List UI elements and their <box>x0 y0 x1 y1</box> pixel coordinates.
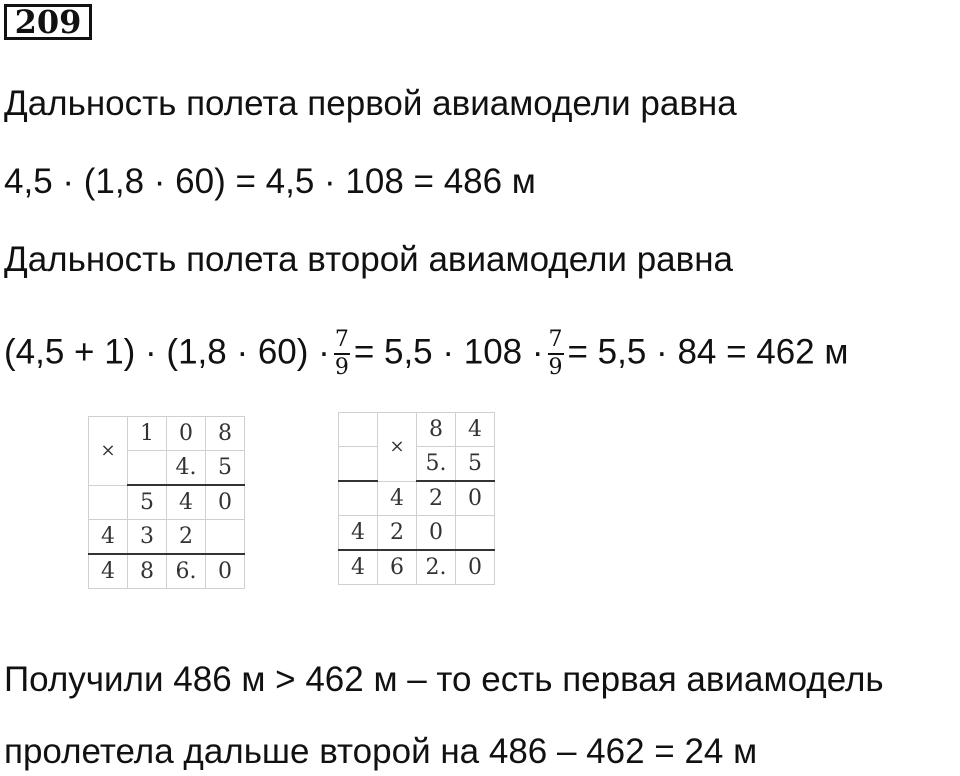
digit-cell: 5 <box>206 451 245 486</box>
digit-cell <box>339 481 378 516</box>
digit-cell: 4 <box>339 550 378 585</box>
fraction-numerator: 7 <box>334 327 349 352</box>
digit-cell: 4 <box>339 516 378 551</box>
formula-line-1: 4,5 · (1,8 · 60) = 4,5 · 108 = 486 м <box>4 162 536 201</box>
formula-part-a: (4,5 + 1) · (1,8 · 60) · <box>4 332 330 372</box>
formula-part-c: = 5,5 · 84 = 462 м <box>567 332 849 372</box>
digit-cell: 0 <box>167 417 206 451</box>
digit-cell: 5 <box>128 485 167 520</box>
digit-cell: 4. <box>167 451 206 486</box>
digit-cell: 2 <box>417 481 456 516</box>
digit-cell: 5. <box>417 447 456 482</box>
fraction-denominator: 9 <box>334 355 349 380</box>
multiply-sign: × <box>89 417 128 486</box>
digit-cell <box>128 451 167 486</box>
digit-cell: 4 <box>167 485 206 520</box>
multiply-sign: × <box>378 413 417 482</box>
digit-cell: 6 <box>378 550 417 585</box>
fraction-denominator: 9 <box>548 355 563 380</box>
digit-cell: 0 <box>456 481 495 516</box>
fraction-numerator: 7 <box>548 327 563 352</box>
digit-cell: 8 <box>417 413 456 447</box>
digit-cell: 0 <box>456 550 495 585</box>
digit-cell: 4 <box>89 520 128 555</box>
digit-cell <box>339 447 378 482</box>
digit-cell: 4 <box>456 413 495 447</box>
digit-cell: 0 <box>206 554 245 589</box>
digit-cell: 3 <box>128 520 167 555</box>
digit-cell: 2 <box>378 516 417 551</box>
digit-cell <box>206 520 245 555</box>
digit-cell: 5 <box>456 447 495 482</box>
digit-cell <box>339 413 378 447</box>
digit-cell: 2. <box>417 550 456 585</box>
conclusion-line-1: Получили 486 м > 462 м – то есть первая авиамодель <box>4 660 884 699</box>
digit-cell: 4 <box>378 481 417 516</box>
multiplication-84x5.5 <box>338 412 495 585</box>
formula-line-2 <box>4 328 848 380</box>
digit-cell: 0 <box>206 485 245 520</box>
digit-cell: 8 <box>206 417 245 451</box>
digit-cell <box>89 485 128 520</box>
conclusion-line-2: пролетела дальше второй на 486 – 462 = 24 м <box>4 732 758 771</box>
formula-part-b: = 5,5 · 108 · <box>353 332 544 372</box>
digit-cell <box>456 516 495 551</box>
text-line-2: Дальность полета второй авиамодели равна <box>4 240 734 279</box>
digit-cell: 0 <box>417 516 456 551</box>
digit-cell: 8 <box>128 554 167 589</box>
digit-cell: 6. <box>167 554 206 589</box>
digit-cell: 1 <box>128 417 167 451</box>
multiplication-108x4.5 <box>88 416 245 589</box>
digit-cell: 2 <box>167 520 206 555</box>
text-line-1: Дальность полета первой авиамодели равна <box>4 84 737 123</box>
task-number: 209 <box>4 4 92 40</box>
digit-cell: 4 <box>89 554 128 589</box>
fraction-1 <box>334 328 350 380</box>
fraction-2 <box>548 328 564 380</box>
